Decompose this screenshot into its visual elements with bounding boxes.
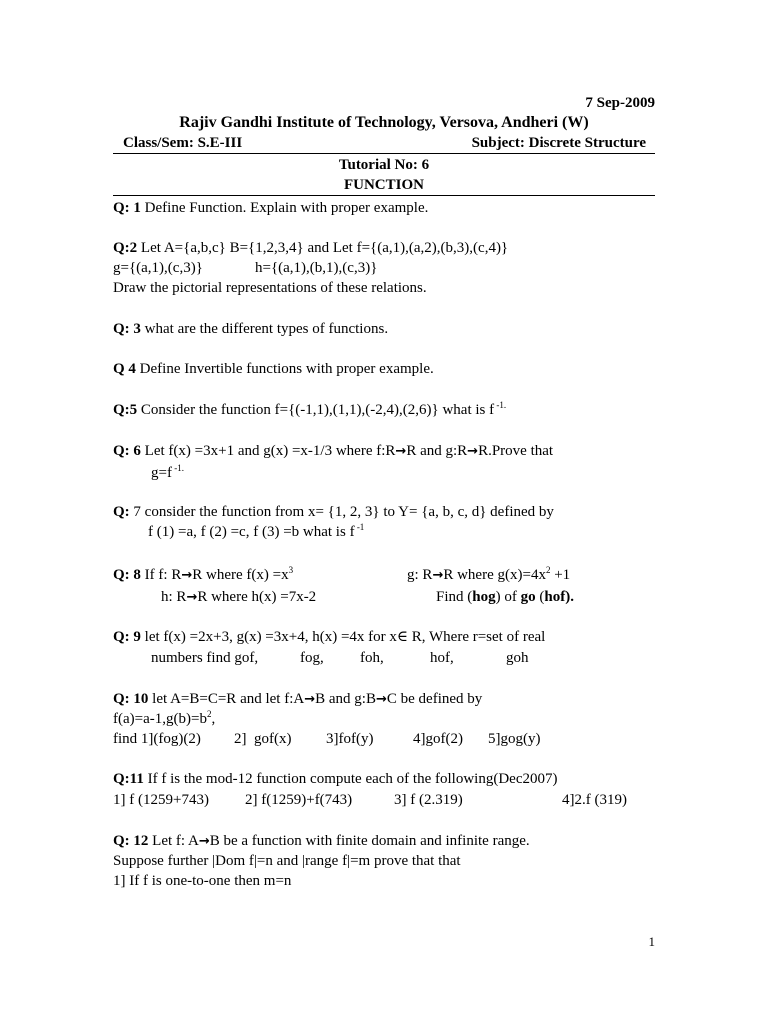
tutorial-number: Tutorial No: 6 [338,157,430,173]
question-2-g: g={(a,1),(c,3)} [113,260,203,276]
question-11 [113,769,557,789]
question-12-line3: 1] If f is one-to-one then m=n [113,873,292,889]
question-text: R where g(x)=4x [443,567,546,583]
question-6 [113,441,553,462]
question-text: Define Function. Explain with proper example. [140,200,429,216]
question-text: Let A={a,b,c} B={1,2,3,4} and Let f={(a,1),(a,2),(b,3),(c,4)} [137,240,509,256]
question-number: Q: 12 [113,833,149,849]
question-9-item: goh [506,650,529,666]
question-7-line2 [148,522,364,542]
topic-title: FUNCTION [343,177,424,193]
superscript: 2 [206,709,212,719]
question-1 [113,198,428,218]
question-7 [113,502,554,522]
arrow-icon: → [198,834,210,849]
question-9-item: foh, [360,650,384,666]
question-9-item: fog, [300,650,324,666]
question-2-line3: Draw the pictorial representations of these relations. [113,280,427,296]
question-text: C be defined by [386,691,483,707]
question-text-bold: go [520,589,536,605]
question-6-line2 [151,463,184,483]
question-number: Q: 9 [113,629,141,645]
question-number: Q:11 [113,771,144,787]
superscript: -1. [171,463,184,473]
question-10-item: find 1](fog)(2) [113,731,201,747]
subject: Subject: Discrete Structure [471,135,646,151]
question-text: let f(x) =2x+3, g(x) =3x+4, h(x) =4x for x∈ R, Where r=set of real [140,629,546,645]
arrow-icon: → [304,692,316,707]
question-9-item: hof, [430,650,454,666]
question-10-line2 [113,709,215,729]
question-text-bold: hog [472,589,496,605]
question-text: g=f [151,465,172,481]
institute-name: Rajiv Gandhi Institute of Technology, Versova, Andheri (W) [179,114,589,131]
arrow-icon: → [467,444,479,459]
question-text: f (1) =a, f (2) =c, f (3) =b what is f [148,524,355,540]
question-text: f(a)=a-1,g(b)=b [113,711,207,727]
question-number: Q: 3 [113,321,141,337]
question-2 [113,238,508,258]
header-rule-bottom [113,195,655,196]
question-text: If f: R [140,567,182,583]
question-text: +1 [550,567,571,583]
question-10-item: 4]gof(2) [413,731,463,747]
question-text: B be a function with finite domain and infinite range. [209,833,530,849]
question-2-h: h={(a,1),(b,1),(c,3)} [255,260,378,276]
arrow-icon: → [375,692,387,707]
question-text: Let f(x) =3x+1 and g(x) =x-1/3 where f:R [140,443,396,459]
question-10-item: 5]gog(y) [488,731,541,747]
question-number: Q 4 [113,361,136,377]
header-rule-top [113,153,655,154]
question-text: what are the different types of functions. [140,321,389,337]
arrow-icon: → [181,568,193,583]
question-text: Let f: A [148,833,199,849]
question-text: Define Invertible functions with proper example. [135,361,434,377]
question-text: R where h(x) =7x-2 [197,589,317,605]
class-sem: Class/Sem: S.E-III [123,135,243,151]
superscript: 2 [545,565,551,575]
question-text: ) of [495,589,521,605]
question-text: , [211,711,216,727]
question-10 [113,689,482,710]
question-10-item: 2] gof(x) [234,731,292,747]
question-8-g [407,565,570,586]
question-text-bold: ). [565,589,574,605]
question-11-item: 3] f (2.319) [394,792,463,808]
question-text: let A=B=C=R and let f:A [148,691,305,707]
page-number: 1 [648,934,655,949]
question-5 [113,400,506,420]
question-11-item: 1] f (1259+743) [113,792,209,808]
question-text: B and g:B [315,691,376,707]
question-text: h: R [161,589,187,605]
question-12-line2: Suppose further |Dom f|=n and |range f|=m prove that that [113,853,461,869]
question-11-item: 4]2.f (319) [562,792,627,808]
question-3 [113,319,388,339]
superscript: -1. [494,400,507,410]
question-number: Q: 8 [113,567,141,583]
question-text: R where f(x) =x [192,567,289,583]
question-text: R and g:R [406,443,468,459]
question-text-bold: hof [544,589,566,605]
question-number: Q:2 [113,240,138,256]
arrow-icon: → [186,590,198,605]
date: 7 Sep-2009 [585,95,655,111]
question-text: ( [535,589,545,605]
superscript: -1 [354,522,365,532]
arrow-icon: → [432,568,444,583]
question-text: g: R [407,567,433,583]
question-12 [113,831,530,852]
question-number: Q:5 [113,402,138,418]
question-text: Consider the function f={(-1,1),(1,1),(-2,4),(2,6)} what is f [137,402,495,418]
question-text: If f is the mod-12 function compute each of the following(Dec2007) [143,771,558,787]
superscript: 3 [288,565,294,575]
question-8-find [436,587,574,607]
question-4 [113,359,434,379]
question-number: Q: [113,504,130,520]
question-number: Q: 10 [113,691,149,707]
question-text: Find ( [436,589,473,605]
question-text: 7 consider the function from x= {1, 2, 3} to Y= {a, b, c, d} defined by [129,504,554,520]
question-number: Q: 1 [113,200,141,216]
question-11-item: 2] f(1259)+f(743) [245,792,353,808]
question-text: R.Prove that [478,443,554,459]
arrow-icon: → [395,444,407,459]
question-number: Q: 6 [113,443,141,459]
question-10-item: 3]fof(y) [326,731,374,747]
question-9-item: numbers find gof, [151,650,259,666]
question-8-h [161,587,316,608]
question-8-f [113,565,293,586]
question-9 [113,627,545,647]
